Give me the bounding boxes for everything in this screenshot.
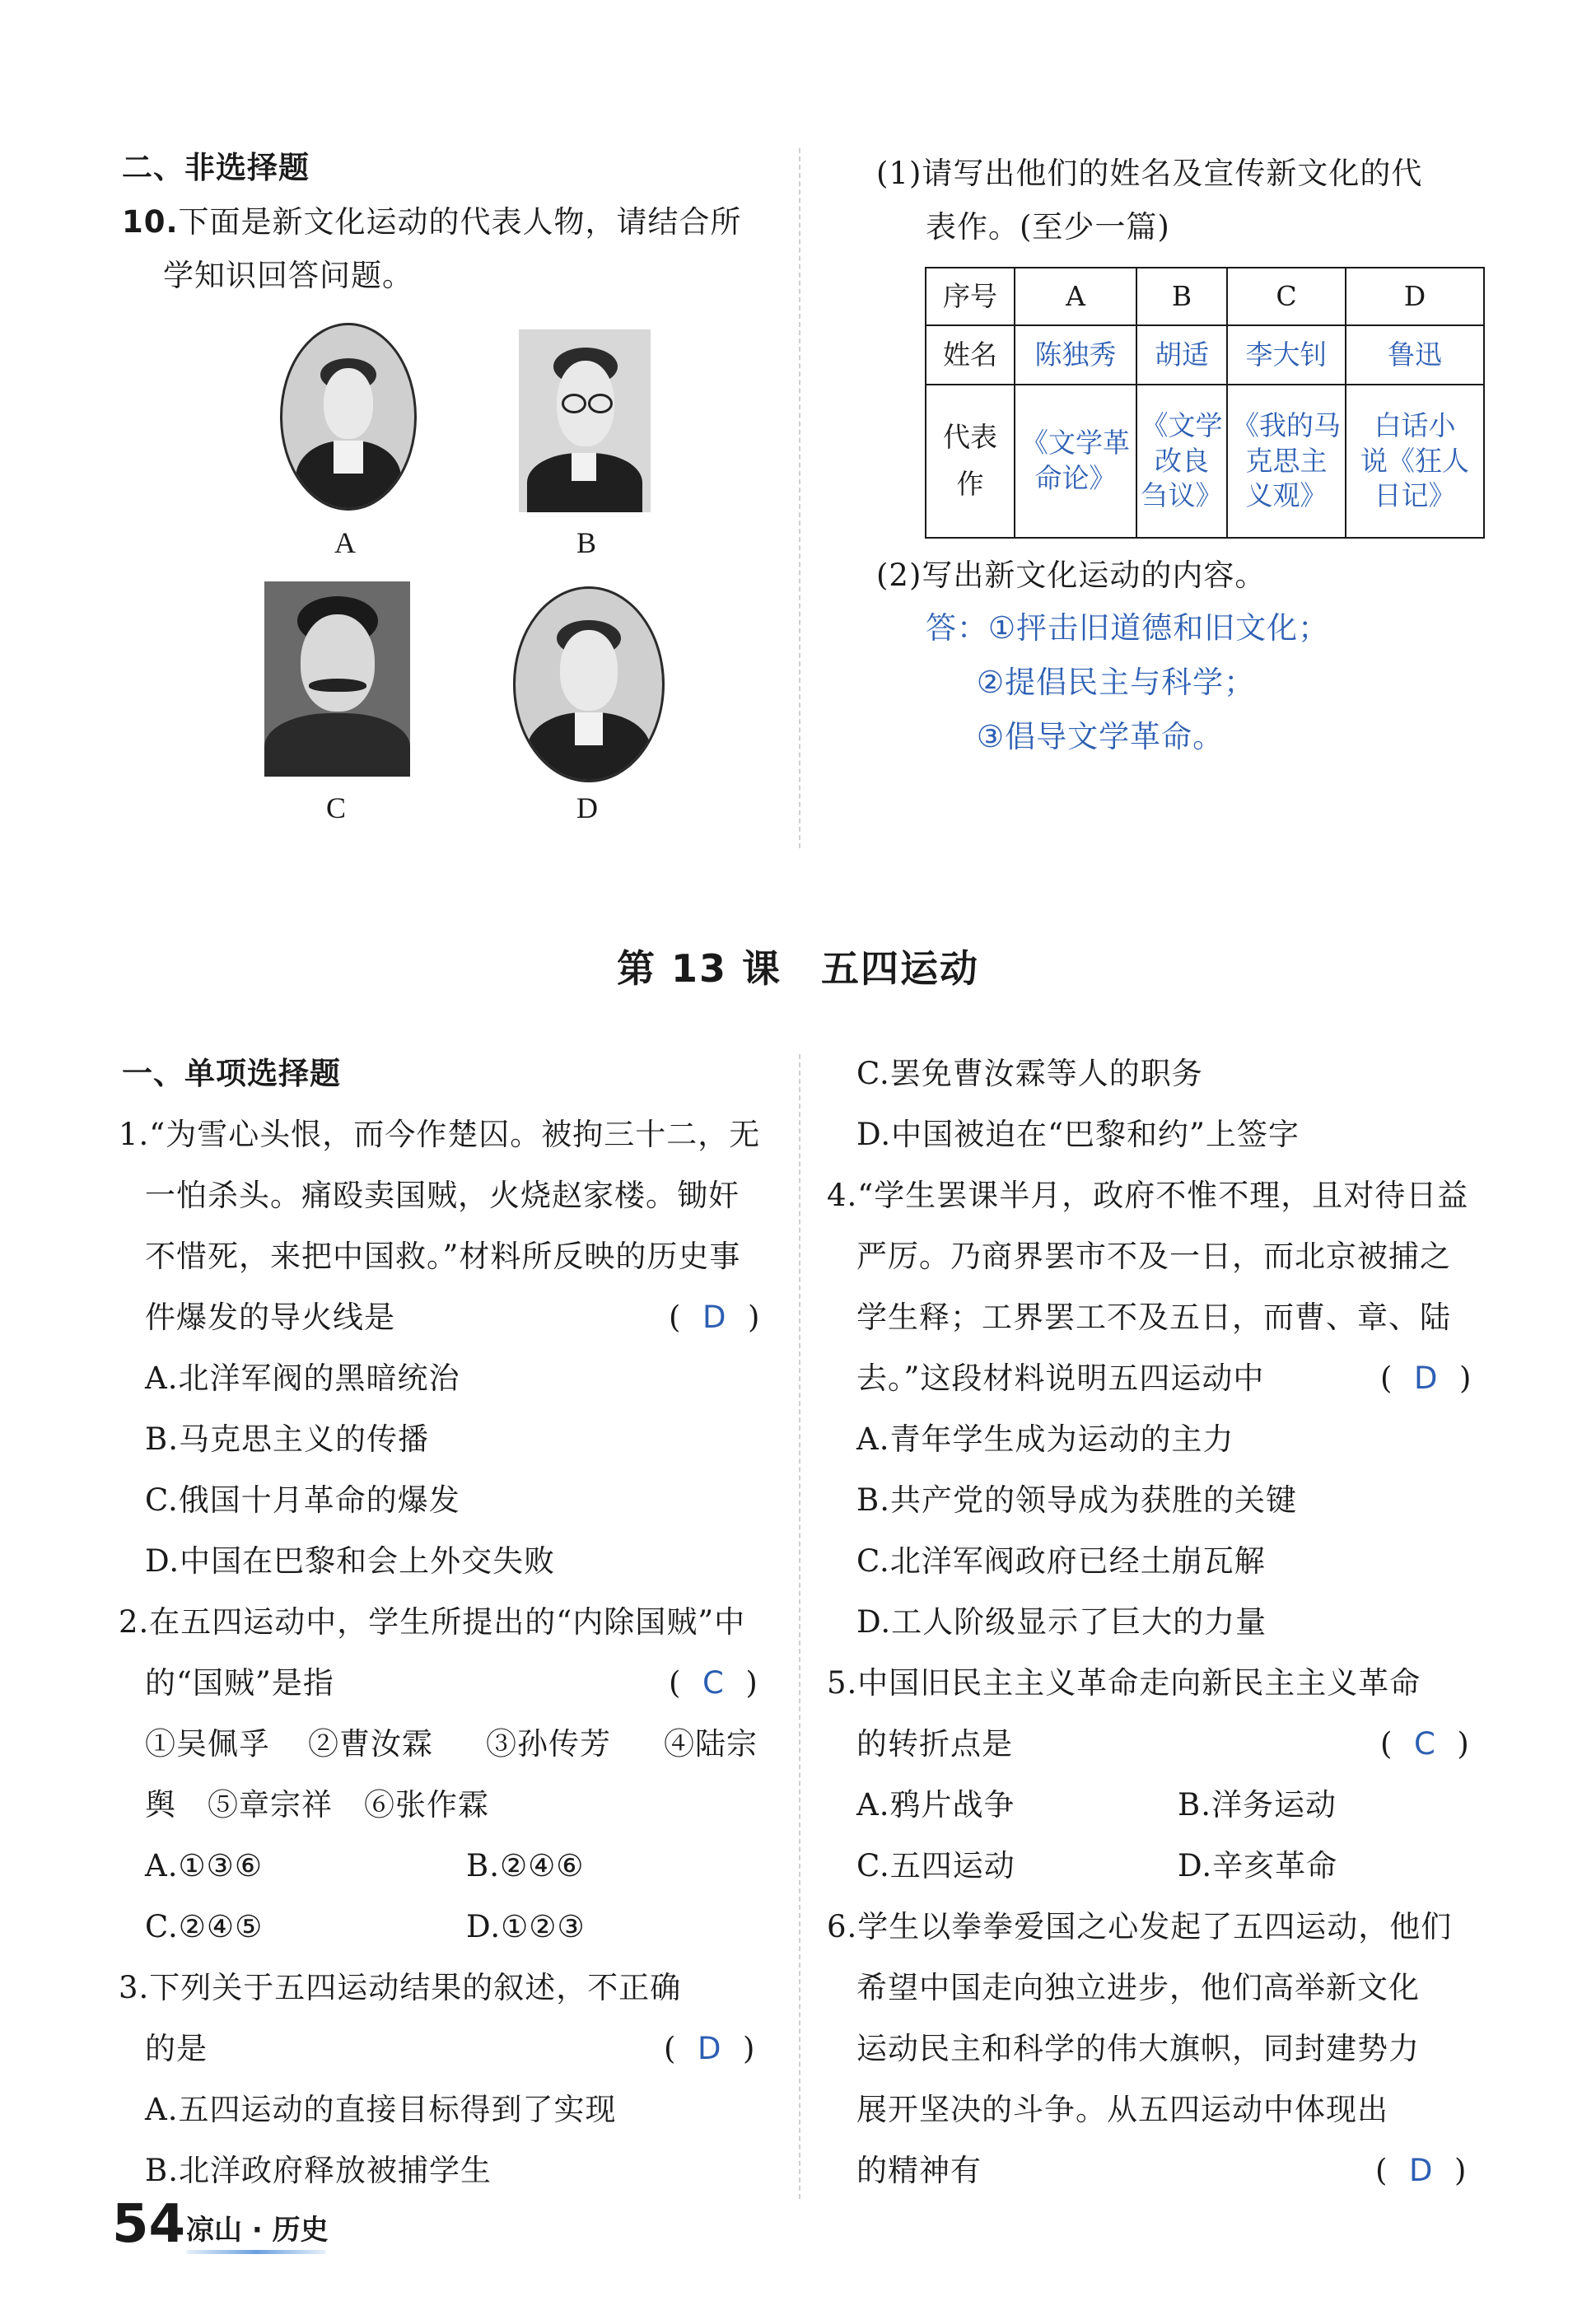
q10-number: 10. xyxy=(122,204,179,240)
work-line: 改良 xyxy=(1155,444,1209,477)
book-title: 凉山 · 历史 xyxy=(186,2214,329,2247)
portrait-d xyxy=(513,586,665,782)
q6-line: 希望中国走向独立进步，他们高举新文化 xyxy=(856,1970,1420,2005)
q5-option: A.鸦片战争 xyxy=(856,1787,1015,1823)
q1-line: 不惜死，来把中国救。”材料所反映的历史事 xyxy=(145,1239,741,1274)
figure-label-a: A xyxy=(334,526,356,559)
work-line: 义观》 xyxy=(1245,479,1328,512)
q6-line: 展开坚决的斗争。从五四运动中体现出 xyxy=(856,2092,1388,2127)
figure-label-b: B xyxy=(576,526,597,559)
q2-option: B.②④⑥ xyxy=(466,1848,585,1883)
q4-line: 学生释；工界罢工不及五日，而曹、章、陆 xyxy=(856,1300,1451,1335)
portrait-b xyxy=(519,329,651,512)
portrait-c xyxy=(264,581,410,777)
column-divider-top xyxy=(799,148,800,848)
sub2-question: (2)写出新文化运动的内容。 xyxy=(876,558,1267,593)
q2-item: ④陆宗 xyxy=(664,1726,758,1762)
q2-item: ①吴佩孚 xyxy=(145,1726,270,1762)
table-cell-work xyxy=(1227,385,1346,538)
q2-answer: C xyxy=(702,1665,725,1701)
q3-option: C.罢免曹汝霖等人的职务 xyxy=(856,1056,1203,1091)
q3-line: 3.下列关于五四运动结果的叙述，不正确 xyxy=(119,1970,682,2005)
table-cell-work xyxy=(1015,385,1136,538)
q4-answer: D xyxy=(1413,1361,1439,1396)
q4-option: B.共产党的领导成为获胜的关键 xyxy=(856,1482,1297,1518)
footer-underline xyxy=(186,2250,326,2254)
table-row-label xyxy=(926,385,1015,538)
section-heading-single-choice: 一、单项选择题 xyxy=(122,1056,341,1091)
q1-answer-bracket: ( D ) xyxy=(669,1300,761,1335)
q6-answer-bracket: ( D ) xyxy=(1375,2153,1468,2188)
sub2-answer-2: ②提倡民主与科学； xyxy=(977,665,1256,700)
q2-option: A.①③⑥ xyxy=(145,1848,263,1883)
work-line: 说《狂人 xyxy=(1360,444,1469,477)
page-number: 54 xyxy=(112,2194,186,2255)
q4-line: 4.“学生罢课半月，政府不惟不理，且对待日益 xyxy=(827,1178,1469,1213)
work-line: 白话小 xyxy=(1374,408,1456,441)
q1-option: B.马克思主义的传播 xyxy=(145,1421,429,1457)
q4-answer-bracket: ( D ) xyxy=(1380,1361,1472,1396)
q1-option: A.北洋军阀的黑暗统治 xyxy=(145,1361,460,1396)
q4-line: 严厉。乃商界罢市不及一日，而北京被捕之 xyxy=(856,1239,1451,1274)
q2-items-line2: 舆 ⑤章宗祥 ⑥张作霖 xyxy=(145,1787,489,1823)
q3-answer-bracket: ( D ) xyxy=(664,2031,756,2066)
q1-line: 1.“为雪心头恨，而今作楚囚。被拘三十二，无 xyxy=(119,1117,761,1152)
section-heading-nonchoice: 二、非选择题 xyxy=(122,150,310,185)
q2-line: 的“国贼”是指 xyxy=(145,1665,334,1701)
portrait-a xyxy=(280,323,417,511)
q6-answer: D xyxy=(1408,2153,1434,2188)
q5-option: B.洋务运动 xyxy=(1178,1787,1337,1823)
table-cell-work xyxy=(1136,385,1227,538)
q5-answer-bracket: ( C ) xyxy=(1380,1726,1470,1762)
table-cell-name: 李大钊 xyxy=(1227,325,1346,385)
q3-option: A.五四运动的直接目标得到了实现 xyxy=(145,2092,617,2127)
q6-line: 6.学生以拳拳爱国之心发起了五四运动，他们 xyxy=(827,1909,1453,1944)
q4-option: D.工人阶级显示了巨大的力量 xyxy=(856,1604,1267,1640)
q4-option: C.北洋军阀政府已经土崩瓦解 xyxy=(856,1543,1266,1579)
q2-item: ③孙传芳 xyxy=(486,1726,611,1762)
q1-option: D.中国在巴黎和会上外交失败 xyxy=(145,1543,556,1579)
q5-line: 的转折点是 xyxy=(856,1726,1013,1762)
work-label-line2: 作 xyxy=(956,468,984,500)
column-divider-bottom xyxy=(799,1054,800,2199)
figure-label-c: C xyxy=(326,791,347,824)
table-header-cell: 序号 xyxy=(926,268,1015,325)
sub1-line2: 表作。(至少一篇) xyxy=(926,209,1170,245)
answer-table xyxy=(925,267,1485,539)
table-cell-name: 胡适 xyxy=(1136,325,1227,385)
q2-option: C.②④⑤ xyxy=(145,1909,264,1944)
work-line: 《文学革 xyxy=(1021,427,1130,460)
q3-option: D.中国被迫在“巴黎和约”上签字 xyxy=(856,1117,1300,1152)
q1-line: 件爆发的导火线是 xyxy=(145,1300,395,1335)
q3-line: 的是 xyxy=(145,2031,208,2066)
q1-option: C.俄国十月革命的爆发 xyxy=(145,1482,460,1518)
q2-answer-bracket: ( C ) xyxy=(669,1665,758,1701)
table-header-cell: C xyxy=(1227,268,1346,325)
table-cell-name: 陈独秀 xyxy=(1015,325,1136,385)
table-header-row xyxy=(926,268,1484,325)
table-cell-work xyxy=(1346,385,1484,538)
figure-label-d: D xyxy=(576,791,598,824)
q5-option: D.辛亥革命 xyxy=(1178,1848,1338,1883)
table-header-cell: B xyxy=(1136,268,1227,325)
q5-option: C.五四运动 xyxy=(856,1848,1015,1883)
work-line: 克思主 xyxy=(1245,444,1328,477)
sub2-answer-1: 答：①抨击旧道德和旧文化； xyxy=(926,610,1330,646)
work-line: 刍议》 xyxy=(1141,479,1223,512)
table-row-label: 姓名 xyxy=(926,325,1015,385)
q1-line: 一怕杀头。痛殴卖国贼，火烧赵家楼。锄奸 xyxy=(145,1178,740,1213)
q6-line: 的精神有 xyxy=(856,2153,982,2188)
q5-answer: C xyxy=(1413,1726,1436,1762)
q3-answer: D xyxy=(697,2031,722,2066)
q4-option: A.青年学生成为运动的主力 xyxy=(856,1421,1234,1457)
table-work-row xyxy=(926,385,1484,538)
q6-line: 运动民主和科学的伟大旗帜，同封建势力 xyxy=(856,2031,1420,2066)
q10-text: 下面是新文化运动的代表人物，请结合所 xyxy=(178,204,742,240)
q2-line: 2.在五四运动中，学生所提出的“内除国贼”中 xyxy=(119,1604,746,1640)
sub2-answer-3: ③倡导文学革命。 xyxy=(977,719,1225,754)
q2-option: D.①②③ xyxy=(466,1909,586,1944)
q1-answer: D xyxy=(702,1300,727,1335)
sub1-line1: (1)请写出他们的姓名及宣传新文化的代 xyxy=(876,156,1423,191)
work-line: 《我的马 xyxy=(1232,408,1341,441)
q4-line: 去。”这段材料说明五四运动中 xyxy=(856,1361,1265,1396)
work-line: 日记》 xyxy=(1374,479,1456,512)
table-header-cell: A xyxy=(1015,268,1136,325)
work-line: 《文学 xyxy=(1141,408,1223,441)
q10-stem-line2: 学知识回答问题。 xyxy=(163,258,413,293)
q2-item: ②曹汝霖 xyxy=(308,1726,433,1762)
table-cell-name: 鲁迅 xyxy=(1346,325,1484,385)
work-label-line1: 代表 xyxy=(943,421,997,454)
table-name-row xyxy=(926,325,1484,385)
q3-option: B.北洋政府释放被捕学生 xyxy=(145,2153,492,2188)
q10-stem-line1 xyxy=(122,205,742,240)
work-line: 命论》 xyxy=(1034,462,1117,494)
q5-line: 5.中国旧民主主义革命走向新民主主义革命 xyxy=(827,1665,1421,1701)
lesson-title: 第 13 课 五四运动 xyxy=(616,946,980,991)
table-header-cell: D xyxy=(1346,268,1484,325)
